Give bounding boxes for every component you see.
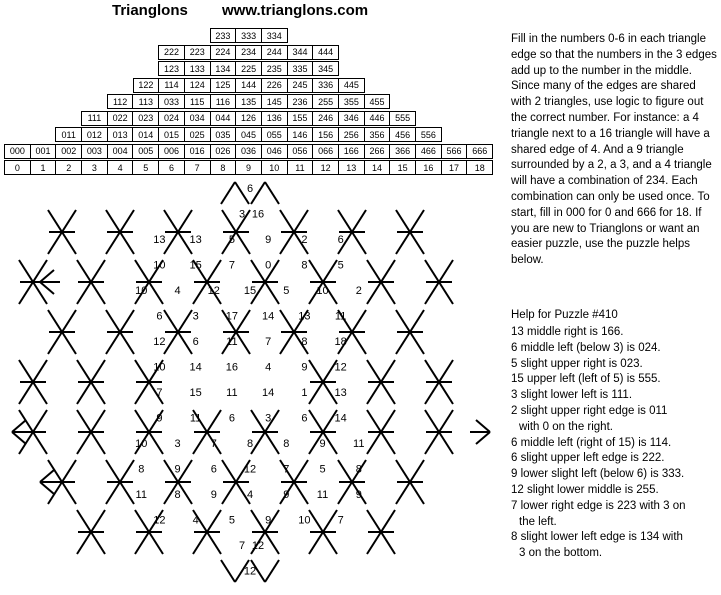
triangle-sum: 4 <box>265 361 272 374</box>
combo-cell: 114 <box>159 78 185 92</box>
triangle-sum: 4 <box>192 514 199 527</box>
combo-cell: 023 <box>133 111 159 125</box>
combo-cell: 455 <box>364 95 390 109</box>
triangle-sum: 7 <box>337 514 344 527</box>
combo-cell: 566 <box>441 144 467 158</box>
triangle-sum: 10 <box>135 438 148 450</box>
combo-cell: 224 <box>210 45 236 59</box>
help-line: 13 middle right is 166. <box>511 326 624 338</box>
combo-cell: 444 <box>313 45 339 59</box>
triangle-sum: 13 <box>189 234 202 246</box>
instructions-text: Fill in the numbers 0-6 in each triangle edge so that the numbers in the 3 edges add up to the number in the middle. Since many of the edges are shared with 2 triangles, use logic to figure out the correct number. For instance: a 4 triangle next to a 16 triangle will have a shared edge of 4. And a 9 triangle surrounded by a 2, a 3, and a 4 triangle will have a combination of 234. Each combination can only be used once. To start, fill in 000 for 0 and 666 for 18. If you are new to Trianglons or want an easier puzzle, use the puzzle helps below. <box>511 33 717 267</box>
help-line: 12 slight lower middle is 255. <box>511 483 659 496</box>
combo-cell: 000 <box>5 144 31 158</box>
combo-cell: 003 <box>82 144 108 158</box>
combo-cell: 004 <box>107 144 133 158</box>
sum-cell: 15 <box>390 161 416 175</box>
combo-cell: 044 <box>210 111 236 125</box>
triangle-edge[interactable] <box>476 420 490 432</box>
combo-cell: 445 <box>339 78 365 92</box>
triangle-sum: 15 <box>189 259 202 272</box>
triangle-sum: 3 <box>174 438 181 450</box>
triangle-sum: 15 <box>189 387 202 399</box>
triangle-sum: 7 <box>238 540 246 552</box>
combo-row <box>55 127 441 142</box>
page-title: Trianglons <box>112 2 188 19</box>
combo-cell: 344 <box>287 45 313 59</box>
combo-row <box>81 111 416 126</box>
combo-cell: 056 <box>287 144 313 158</box>
combo-cell: 116 <box>210 95 236 109</box>
triangle-sum: 11 <box>334 310 347 323</box>
combo-cell: 066 <box>313 144 339 158</box>
combo-cell: 255 <box>313 95 339 109</box>
triangle-sum: 11 <box>316 489 329 501</box>
combo-cell: 266 <box>364 144 390 158</box>
combo-cell: 346 <box>338 111 364 125</box>
triangle-sum: 7 <box>283 463 290 476</box>
triangle-sum: 8 <box>355 463 362 476</box>
combo-cell: 366 <box>390 144 416 158</box>
combo-cell: 024 <box>159 111 185 125</box>
triangle-sum: 11 <box>226 387 238 399</box>
help-line: 5 slight upper right is 023. <box>511 357 643 370</box>
triangle-sum: 12 <box>243 565 257 578</box>
triangle-edge[interactable] <box>251 182 265 204</box>
triangle-sum: 4 <box>246 489 254 501</box>
combo-cell: 234 <box>236 45 262 59</box>
sum-cell: 8 <box>210 161 236 175</box>
triangle-sum: 9 <box>283 489 290 501</box>
combo-cell: 244 <box>261 45 287 59</box>
triangle-sum: 9 <box>301 361 308 374</box>
triangle-sum: 11 <box>353 438 365 450</box>
help-line: 7 lower right edge is 223 with 3 on <box>511 499 686 512</box>
combo-cell: 355 <box>338 95 364 109</box>
combo-cell: 222 <box>159 45 185 59</box>
triangle-edge[interactable] <box>12 432 26 444</box>
combo-cell: 345 <box>313 62 339 76</box>
triangle-sum: 9 <box>265 234 272 246</box>
edge-lattice <box>12 182 490 582</box>
combo-cell: 136 <box>261 111 287 125</box>
combo-cell: 015 <box>159 128 185 142</box>
combo-cell: 225 <box>236 62 262 76</box>
combo-cell: 146 <box>287 128 313 142</box>
combo-cell: 236 <box>287 95 313 109</box>
combo-cell: 334 <box>261 29 287 43</box>
combo-cell: 666 <box>467 144 493 158</box>
triangle-sum: 6 <box>301 412 308 425</box>
help-line: 8 slight lower left edge is 134 with <box>511 531 683 544</box>
combo-cell: 012 <box>82 128 108 142</box>
triangle-sum: 7 <box>228 259 235 272</box>
triangle-sum: 17 <box>225 310 238 323</box>
combo-cell: 001 <box>30 144 56 158</box>
sum-cell: 16 <box>416 161 442 175</box>
combo-cell: 002 <box>56 144 82 158</box>
triangle-sum: 14 <box>262 387 275 399</box>
triangle-sum: 6 <box>156 310 163 323</box>
combo-cell: 125 <box>210 78 236 92</box>
sum-cell: 11 <box>287 161 313 175</box>
triangle-edge[interactable] <box>40 470 54 482</box>
combo-row <box>107 94 391 109</box>
help-title: Help for Puzzle #410 <box>511 309 618 321</box>
combo-cell: 466 <box>416 144 442 158</box>
triangle-sum: 13 <box>153 234 166 246</box>
triangle-sum: 12 <box>251 540 265 552</box>
combo-cell: 022 <box>107 111 133 125</box>
combo-cell: 034 <box>184 111 210 125</box>
combo-cell: 144 <box>236 78 262 92</box>
combo-cell: 122 <box>133 78 159 92</box>
triangle-sum: 7 <box>265 336 272 348</box>
combo-row <box>4 144 493 159</box>
triangle-sum: 3 <box>265 412 272 425</box>
triangle-edge[interactable] <box>40 270 54 282</box>
combo-cell: 246 <box>313 111 339 125</box>
help-line: 3 on the bottom. <box>519 547 603 560</box>
triangle-sum: 8 <box>283 438 290 450</box>
triangle-sum: 0 <box>265 259 272 272</box>
triangle-sum: 14 <box>334 412 347 425</box>
combo-cell: 113 <box>133 95 159 109</box>
combo-cell: 055 <box>261 128 287 142</box>
triangle-sum: 10 <box>153 259 166 272</box>
triangle-sum: 6 <box>228 412 235 425</box>
triangle-sum: 5 <box>337 259 344 272</box>
combo-cell: 335 <box>287 62 313 76</box>
help-line: 6 middle left (below 3) is 024. <box>511 341 661 354</box>
combo-cell: 111 <box>82 111 108 125</box>
triangle-sum: 5 <box>228 234 235 246</box>
combo-cell: 155 <box>287 111 313 125</box>
triangle-sum: 6 <box>192 336 199 348</box>
triangle-sum: 14 <box>262 310 275 323</box>
combo-cell: 555 <box>390 111 416 125</box>
help-line: 9 lower slight left (below 6) is 333. <box>511 468 685 481</box>
combo-cell: 014 <box>133 128 159 142</box>
combo-cell: 033 <box>159 95 185 109</box>
sum-cell: 5 <box>133 161 159 175</box>
triangle-sum: 2 <box>301 234 308 246</box>
combo-cell: 556 <box>416 128 442 142</box>
triangle-sum: 9 <box>156 412 163 425</box>
combo-cell: 245 <box>287 78 313 92</box>
help-line: 2 slight upper right edge is 011 <box>511 404 668 417</box>
triangle-sum: 10 <box>298 514 311 527</box>
help-line: with 0 on the right. <box>519 420 613 433</box>
combo-cell: 026 <box>210 144 236 158</box>
triangle-sum: 16 <box>225 361 238 374</box>
triangle-sum: 10 <box>316 285 329 297</box>
combo-cell: 036 <box>236 144 262 158</box>
combo-cell: 166 <box>338 144 364 158</box>
sum-cell: 17 <box>441 161 467 175</box>
triangle-sum: 15 <box>243 285 257 297</box>
combo-row <box>210 28 288 43</box>
combo-cell: 156 <box>313 128 339 142</box>
combo-cell: 336 <box>313 78 339 92</box>
triangle-sum: 11 <box>226 336 238 348</box>
sum-cell: 14 <box>364 161 390 175</box>
triangle-sum: 8 <box>301 336 308 348</box>
triangle-sum: 6 <box>246 183 254 195</box>
triangle-sum: 10 <box>153 361 166 374</box>
combo-cell: 035 <box>210 128 236 142</box>
combo-cell: 226 <box>261 78 287 92</box>
triangle-edge[interactable] <box>40 482 54 494</box>
triangle-sum: 12 <box>207 285 220 297</box>
triangle-sum: 12 <box>243 463 257 476</box>
combo-cell: 124 <box>184 78 210 92</box>
combo-cell: 112 <box>107 95 133 109</box>
triangle-sum: 5 <box>228 514 235 527</box>
combo-cell: 126 <box>236 111 262 125</box>
triangle-sum: 11 <box>135 489 147 501</box>
triangle-sum: 9 <box>174 463 181 476</box>
combo-cell: 135 <box>236 95 262 109</box>
sum-cell: 9 <box>236 161 262 175</box>
combo-cell: 025 <box>184 128 210 142</box>
sum-cell: 12 <box>313 161 339 175</box>
sum-cell: 13 <box>338 161 364 175</box>
triangle-sum: 13 <box>298 310 311 323</box>
triangle-edge[interactable] <box>12 420 26 432</box>
triangle-edge[interactable] <box>265 560 279 582</box>
puzzle-grid <box>0 170 500 590</box>
triangle-sum: 18 <box>334 336 347 348</box>
sum-cell: 18 <box>467 161 493 175</box>
combo-cell: 145 <box>261 95 287 109</box>
triangle-edge[interactable] <box>40 282 54 294</box>
triangle-sum: 12 <box>334 361 347 374</box>
combo-cell: 446 <box>364 111 390 125</box>
combo-cell: 356 <box>364 128 390 142</box>
triangle-sum: 8 <box>138 463 145 476</box>
triangle-sum: 6 <box>210 463 217 476</box>
help-line: 6 middle left (right of 15) is 114. <box>511 436 672 449</box>
triangle-sum: 8 <box>246 438 254 450</box>
combo-cell: 011 <box>56 128 82 142</box>
sum-cell: 7 <box>184 161 210 175</box>
combo-row <box>133 78 365 93</box>
triangle-sum: 5 <box>319 463 326 476</box>
combo-cell: 456 <box>390 128 416 142</box>
triangle-sum: 3 <box>238 208 246 221</box>
triangle-sum: 2 <box>355 285 362 297</box>
combo-cell: 223 <box>184 45 210 59</box>
triangle-edge[interactable] <box>221 560 235 582</box>
triangle-edge[interactable] <box>221 182 235 204</box>
combo-cell: 005 <box>133 144 159 158</box>
combo-cell: 134 <box>210 62 236 76</box>
triangle-edge[interactable] <box>476 432 490 444</box>
combo-cell: 123 <box>159 62 185 76</box>
combo-cell: 006 <box>159 144 185 158</box>
help-line: the left. <box>519 515 557 528</box>
triangle-sum: 6 <box>337 234 344 246</box>
sum-row <box>4 160 493 175</box>
triangle-sum: 9 <box>355 489 362 501</box>
sum-cell: 1 <box>30 161 56 175</box>
combo-row <box>158 45 339 60</box>
combo-cell: 256 <box>338 128 364 142</box>
triangle-sum: 4 <box>174 285 181 297</box>
combo-cell: 133 <box>184 62 210 76</box>
triangle-edge[interactable] <box>265 182 279 204</box>
help-list <box>511 325 719 562</box>
triangle-sum: 11 <box>189 412 202 425</box>
combo-cell: 235 <box>261 62 287 76</box>
triangle-sum: 5 <box>283 285 290 297</box>
sum-cell: 6 <box>159 161 185 175</box>
help-line: 15 upper left (left of 5) is 555. <box>511 373 661 386</box>
combo-cell: 016 <box>184 144 210 158</box>
help-line: 6 slight upper left edge is 222. <box>511 452 665 465</box>
triangle-sum: 8 <box>174 489 181 501</box>
triangle-sum: 7 <box>156 387 163 399</box>
combo-row <box>158 61 339 76</box>
triangle-sum: 9 <box>265 514 272 527</box>
help-line: 3 slight lower left is 111. <box>511 389 633 402</box>
combo-cell: 045 <box>236 128 262 142</box>
triangle-sum: 7 <box>210 438 217 450</box>
triangle-sum: 9 <box>210 489 217 501</box>
triangle-sum: 16 <box>251 208 265 221</box>
combo-cell: 046 <box>261 144 287 158</box>
triangle-sum: 8 <box>301 259 308 272</box>
sum-cell: 0 <box>5 161 31 175</box>
sum-cell: 2 <box>56 161 82 175</box>
combo-cell: 233 <box>210 29 236 43</box>
triangle-sum: 12 <box>153 336 166 348</box>
triangle-sum: 9 <box>319 438 326 450</box>
triangle-sum: 10 <box>135 285 148 297</box>
site-url[interactable]: www.trianglons.com <box>222 2 369 19</box>
sum-cell: 10 <box>261 161 287 175</box>
triangle-sum: 12 <box>153 514 166 527</box>
combo-cell: 333 <box>236 29 262 43</box>
combo-cell: 013 <box>107 128 133 142</box>
triangle-sum: 1 <box>301 387 308 399</box>
triangle-sum: 14 <box>189 361 202 374</box>
combo-cell: 115 <box>184 95 210 109</box>
triangle-sum: 3 <box>192 310 199 323</box>
sum-cell: 4 <box>107 161 133 175</box>
sum-cell: 3 <box>82 161 108 175</box>
triangle-sum: 13 <box>334 387 347 399</box>
